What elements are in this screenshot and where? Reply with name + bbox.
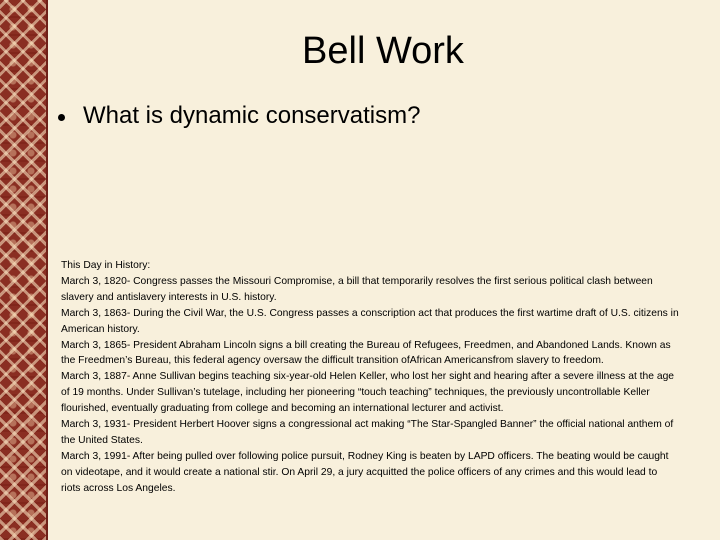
slide-title: Bell Work (302, 30, 464, 72)
history-entry: March 3, 1887- Anne Sullivan begins teaching six-year-old Helen Keller, who lost her sight and hearing after a severe illness at the age of 19 months. Under Sullivan’s tutelage, including her pioneering “touch teaching” techniques, the previously uncontrollable Keller flourished, eventually graduating from college and becoming an international lecturer and activist. (61, 371, 675, 415)
history-section (61, 258, 679, 497)
history-entry: March 3, 1863- During the Civil War, the U.S. Congress passes a conscription act that produces the first wartime draft of U.S. citizens in American history. (61, 307, 679, 335)
history-entry: March 3, 1820- Congress passes the Missouri Compromise, a bill that temporarily resolves the first serious political clash between slavery and antislavery interests in U.S. history. (61, 275, 653, 303)
history-entry: March 3, 1931- President Herbert Hoover signs a congressional act making “The Star-Spangled Banner” the official national anthem of the United States. (61, 419, 674, 446)
decorative-border (0, 0, 48, 540)
history-heading: This Day in History: (61, 260, 151, 271)
bullet-item (58, 100, 420, 132)
history-entry: March 3, 1865- President Abraham Lincoln signs a bill creating the Bureau of Refugees, Freedmen, and Abandoned Lands. Known as the Freedmen’s Bureau, this federal agency oversaw the difficult transition ofAfrican Americansfrom slavery to freedom. (61, 339, 671, 367)
bullet-dot-icon (58, 114, 65, 121)
bullet-text: What is dynamic conservatism? (83, 102, 421, 129)
history-entry: March 3, 1991- After being pulled over following police pursuit, Rodney King is beaten by LAPD officers. The beating would be caught on videotape, and it would create a national stir. On April 29, a jury acquitted the police officers of any crimes and this would lead to riots across Los Angeles. (61, 450, 669, 494)
